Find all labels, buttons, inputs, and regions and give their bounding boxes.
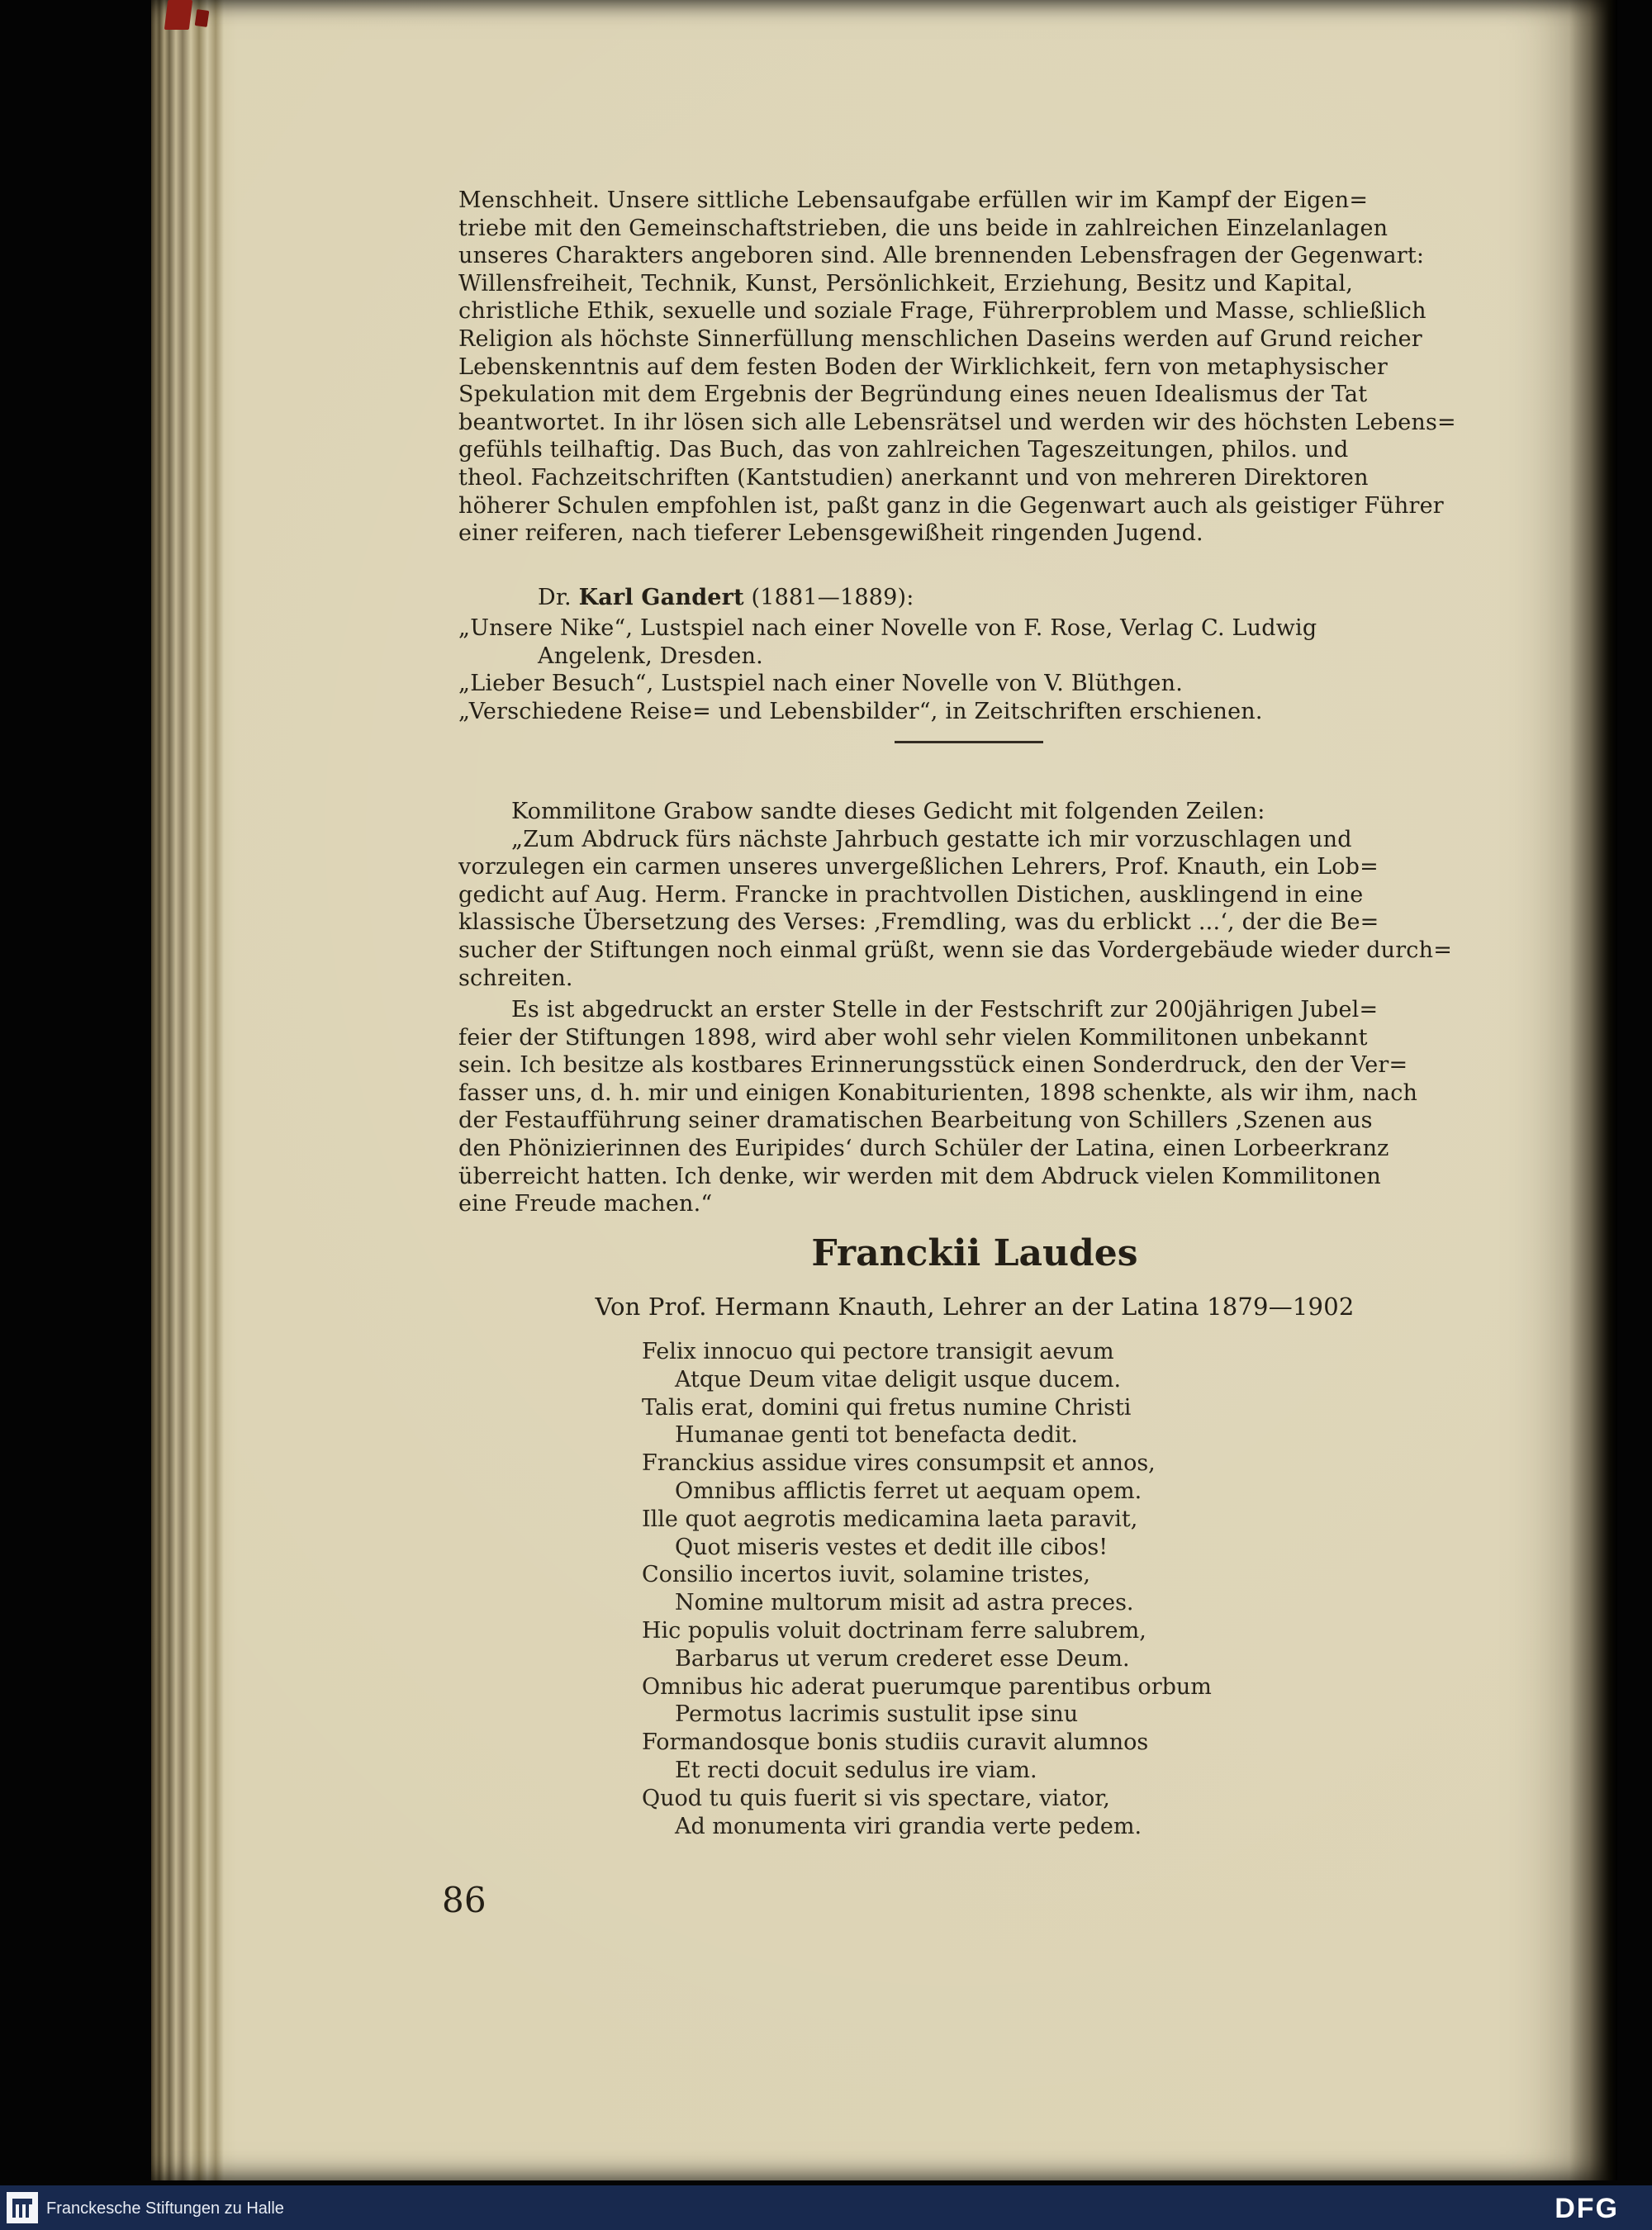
poem-line: Omnibus hic aderat puerumque parentibus orbum bbox=[642, 1673, 1212, 1700]
gandert-name: Karl Gandert bbox=[578, 585, 744, 610]
text-line: vorzulegen ein carmen unseres unvergeßlichen Lehrers, Prof. Knauth, ein Lob= bbox=[458, 854, 1379, 880]
scanned-book-page bbox=[151, 0, 1617, 2180]
text-line: gedicht auf Aug. Herm. Francke in prachtvollen Distichen, ausklingend in eine bbox=[458, 881, 1364, 908]
gandert-prefix: Dr. bbox=[538, 585, 579, 610]
gandert-works-list bbox=[458, 614, 1491, 725]
text-line: den Phönizierinnen des Euripides‘ durch Schüler der Latina, einen Lorbeerkranz bbox=[458, 1135, 1389, 1161]
poem-line: Hic populis voluit doctrinam ferre salubrem, bbox=[642, 1617, 1146, 1644]
text-line: theol. Fachzeitschriften (Kantstudien) anerkannt und von mehreren Direktoren bbox=[458, 464, 1369, 491]
paragraph-continuation bbox=[458, 187, 1491, 548]
text-line: beantwortet. In ihr lösen sich alle Lebensrätsel und werden wir des höchsten Lebens= bbox=[458, 409, 1456, 435]
poem-line: Atque Deum vitae deligit usque ducem. bbox=[675, 1366, 1122, 1393]
text-line: Spekulation mit dem Ergebnis der Begründung eines neuen Idealismus der Tat bbox=[458, 382, 1368, 408]
poem-line: Quot miseris vestes et dedit ille cibos! bbox=[675, 1534, 1108, 1560]
text-line: überreicht hatten. Ich denke, wir werden mit dem Abdruck vielen Kommilitonen bbox=[458, 1163, 1381, 1189]
poem-line: Franckius assidue vires consumpsit et annos, bbox=[642, 1450, 1156, 1477]
text-line: feier der Stiftungen 1898, wird aber wohl sehr vielen Kommilitonen unbekannt bbox=[458, 1024, 1368, 1051]
text-line: Religion als höchste Sinnerfüllung menschlichen Daseins werden auf Grund reicher bbox=[458, 325, 1422, 352]
text-line: Kommilitone Grabow sandte dieses Gedicht mit folgenden Zeilen: bbox=[511, 799, 1265, 824]
source-label: Franckesche Stiftungen zu Halle bbox=[46, 2199, 284, 2218]
poem-line: Omnibus afflictis ferret ut aequam opem. bbox=[675, 1478, 1142, 1504]
poem-line: Consilio incertos iuvit, solamine tristes, bbox=[642, 1562, 1090, 1588]
text-line: triebe mit den Gemeinschaftstrieben, die uns beide in zahlreichen Einzelanlagen bbox=[458, 215, 1389, 241]
text-line: einer reiferen, nach tieferer Lebensgewißheit ringenden Jugend. bbox=[458, 520, 1203, 547]
poem-line: Ad monumenta viri grandia verte pedem. bbox=[675, 1813, 1142, 1839]
poem-byline: Von Prof. Hermann Knauth, Lehrer an der Latina 1879—1902 bbox=[595, 1293, 1355, 1321]
poem-line: Nomine multorum misit ad astra preces. bbox=[675, 1590, 1134, 1616]
text-line: unseres Charakters angeboren sind. Alle brennenden Lebensfragen der Gegenwart: bbox=[458, 243, 1425, 269]
viewer-footer-bar bbox=[0, 2185, 1652, 2230]
work-line: Angelenk, Dresden. bbox=[538, 643, 763, 669]
text-line: Willensfreiheit, Technik, Kunst, Persönlichkeit, Erziehung, Besitz und Kapital, bbox=[458, 270, 1354, 297]
text-line: höherer Schulen empfohlen ist, paßt ganz in die Gegenwart auch als geistiger Führer bbox=[458, 492, 1444, 519]
poem-line: Formandosque bonis studiis curavit alumnos bbox=[642, 1729, 1149, 1756]
poem-line: Felix innocuo qui pectore transigit aevum bbox=[642, 1339, 1114, 1364]
gandert-heading bbox=[538, 584, 914, 612]
poem-line: Barbarus ut verum crederet esse Deum. bbox=[675, 1645, 1130, 1672]
poem-title: Franckii Laudes bbox=[811, 1232, 1138, 1274]
text-line: christliche Ethik, sexuelle und soziale Frage, Führerproblem und Masse, schließlich bbox=[458, 298, 1427, 325]
work-line: „Verschiedene Reise= und Lebensbilder“, in Zeitschriften erschienen. bbox=[458, 698, 1263, 724]
text-line: Es ist abgedruckt an erster Stelle in der Festschrift zur 200jährigen Jubel= bbox=[511, 997, 1379, 1022]
poem-line: Permotus lacrimis sustulit ipse sinu bbox=[675, 1701, 1079, 1728]
poem-line: Quod tu quis fuerit si vis spectare, viator, bbox=[642, 1785, 1110, 1811]
text-line: Lebenskenntnis auf dem festen Boden der Wirklichkeit, fern von metaphysischer bbox=[458, 353, 1388, 380]
poem-line: Humanae genti tot benefacta dedit. bbox=[675, 1422, 1078, 1449]
grabow-paragraph-2 bbox=[458, 996, 1491, 1218]
text-line: der Festaufführung seiner dramatischen Bearbeitung von Schillers ‚Szenen aus bbox=[458, 1108, 1373, 1134]
latin-poem bbox=[642, 1338, 1493, 1840]
text-line: sein. Ich besitze als kostbares Erinnerungsstück einen Sonderdruck, den der Ver= bbox=[458, 1052, 1408, 1079]
dfg-logo: DFG bbox=[1555, 2193, 1619, 2224]
poem-line: Talis erat, domini qui fretus numine Christi bbox=[642, 1394, 1132, 1421]
library-logo-icon bbox=[7, 2192, 38, 2223]
poem-line: Et recti docuit sedulus ire viam. bbox=[675, 1757, 1037, 1783]
page-number: 86 bbox=[442, 1880, 487, 1920]
work-line: „Unsere Nike“, Lustspiel nach einer Novelle von F. Rose, Verlag C. Ludwig bbox=[458, 615, 1317, 641]
text-line: sucher der Stiftungen noch einmal grüßt, wenn sie das Vordergebäude wieder durch= bbox=[458, 937, 1453, 963]
poem-line: Ille quot aegrotis medicamina laeta paravit, bbox=[642, 1506, 1138, 1532]
grabow-paragraph-1 bbox=[458, 798, 1491, 992]
section-divider bbox=[895, 741, 1043, 743]
text-line: gefühls teilhaftig. Das Buch, das von zahlreichen Tageszeitungen, philos. und bbox=[458, 437, 1349, 463]
red-stamp-mark bbox=[164, 0, 192, 30]
red-stamp-mark bbox=[195, 9, 210, 27]
gandert-dates: (1881—1889): bbox=[743, 585, 914, 610]
text-line: Menschheit. Unsere sittliche Lebensaufgabe erfüllen wir im Kampf der Eigen= bbox=[458, 187, 1369, 213]
text-line: schreiten. bbox=[458, 965, 573, 991]
text-line: fasser uns, d. h. mir und einigen Konabiturienten, 1898 schenkte, als wir ihm, nach bbox=[458, 1079, 1418, 1106]
text-line: klassische Übersetzung des Verses: ‚Fremdling, was du erblickt ...‘, der die Be= bbox=[458, 909, 1379, 936]
text-line: eine Freude machen.“ bbox=[458, 1191, 713, 1217]
work-line: „Lieber Besuch“, Lustspiel nach einer Novelle von V. Blüthgen. bbox=[458, 671, 1183, 697]
text-line: „Zum Abdruck fürs nächste Jahrbuch gestatte ich mir vorzuschlagen und bbox=[511, 826, 1352, 852]
